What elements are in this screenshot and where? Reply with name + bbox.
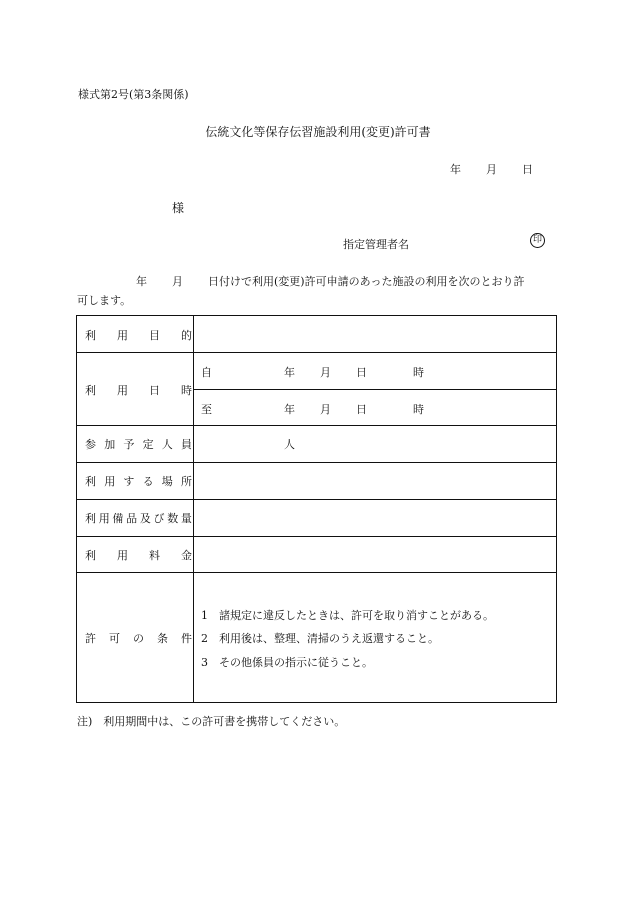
label-conditions: 許 可 の 条 件 — [85, 632, 192, 645]
footnote: 注) 利用期間中は、この許可書を携帯してください。 — [77, 715, 346, 728]
label-participants: 参 加 予 定 人 員 — [85, 438, 192, 451]
row-divider — [77, 425, 556, 426]
addressee-suffix: 様 — [172, 201, 185, 215]
document-title: 伝統文化等保存伝習施設利用(変更)許可書 — [205, 125, 431, 139]
label-datetime: 利 用 日 時 — [85, 384, 192, 397]
column-divider — [193, 316, 194, 702]
permit-table — [76, 315, 557, 703]
to-hour: 時 — [413, 403, 424, 416]
label-fee: 利 用 料 金 — [85, 549, 192, 562]
from-hour: 時 — [413, 366, 424, 379]
label-location: 利 用 す る 場 所 — [85, 475, 192, 488]
body-year: 年 — [136, 275, 147, 288]
label-purpose: 利 用 目 的 — [85, 329, 192, 342]
from-year: 年 — [284, 366, 295, 379]
row-divider — [77, 462, 556, 463]
date-year: 年 — [450, 163, 461, 176]
people-unit: 人 — [284, 438, 295, 451]
condition-item: 3 その他係員の指示に従うこと。 — [201, 656, 373, 669]
row-divider — [193, 389, 556, 390]
from-day: 日 — [356, 366, 367, 379]
seal-mark: 印 — [530, 233, 545, 248]
from-label: 自 — [201, 366, 212, 379]
condition-item: 2 利用後は、整理、清掃のうえ返還すること。 — [201, 632, 439, 645]
to-year: 年 — [284, 403, 295, 416]
to-label: 至 — [201, 403, 212, 416]
body-text-line1: 日付けで利用(変更)許可申請のあった施設の利用を次のとおり許 — [208, 275, 525, 288]
date-month: 月 — [486, 163, 497, 176]
manager-label: 指定管理者名 — [343, 238, 409, 251]
body-month: 月 — [172, 275, 183, 288]
date-day: 日 — [522, 163, 533, 176]
label-equipment: 利 用 備 品 及 び 数 量 — [85, 512, 192, 525]
condition-item: 1 諸規定に違反したときは、許可を取り消すことがある。 — [201, 609, 494, 622]
row-divider — [77, 499, 556, 500]
row-divider — [77, 536, 556, 537]
form-number: 様式第2号(第3条関係) — [78, 88, 189, 101]
row-divider — [77, 572, 556, 573]
to-day: 日 — [356, 403, 367, 416]
row-divider — [77, 352, 556, 353]
to-month: 月 — [320, 403, 331, 416]
body-text-line2: 可します。 — [77, 294, 132, 307]
from-month: 月 — [320, 366, 331, 379]
